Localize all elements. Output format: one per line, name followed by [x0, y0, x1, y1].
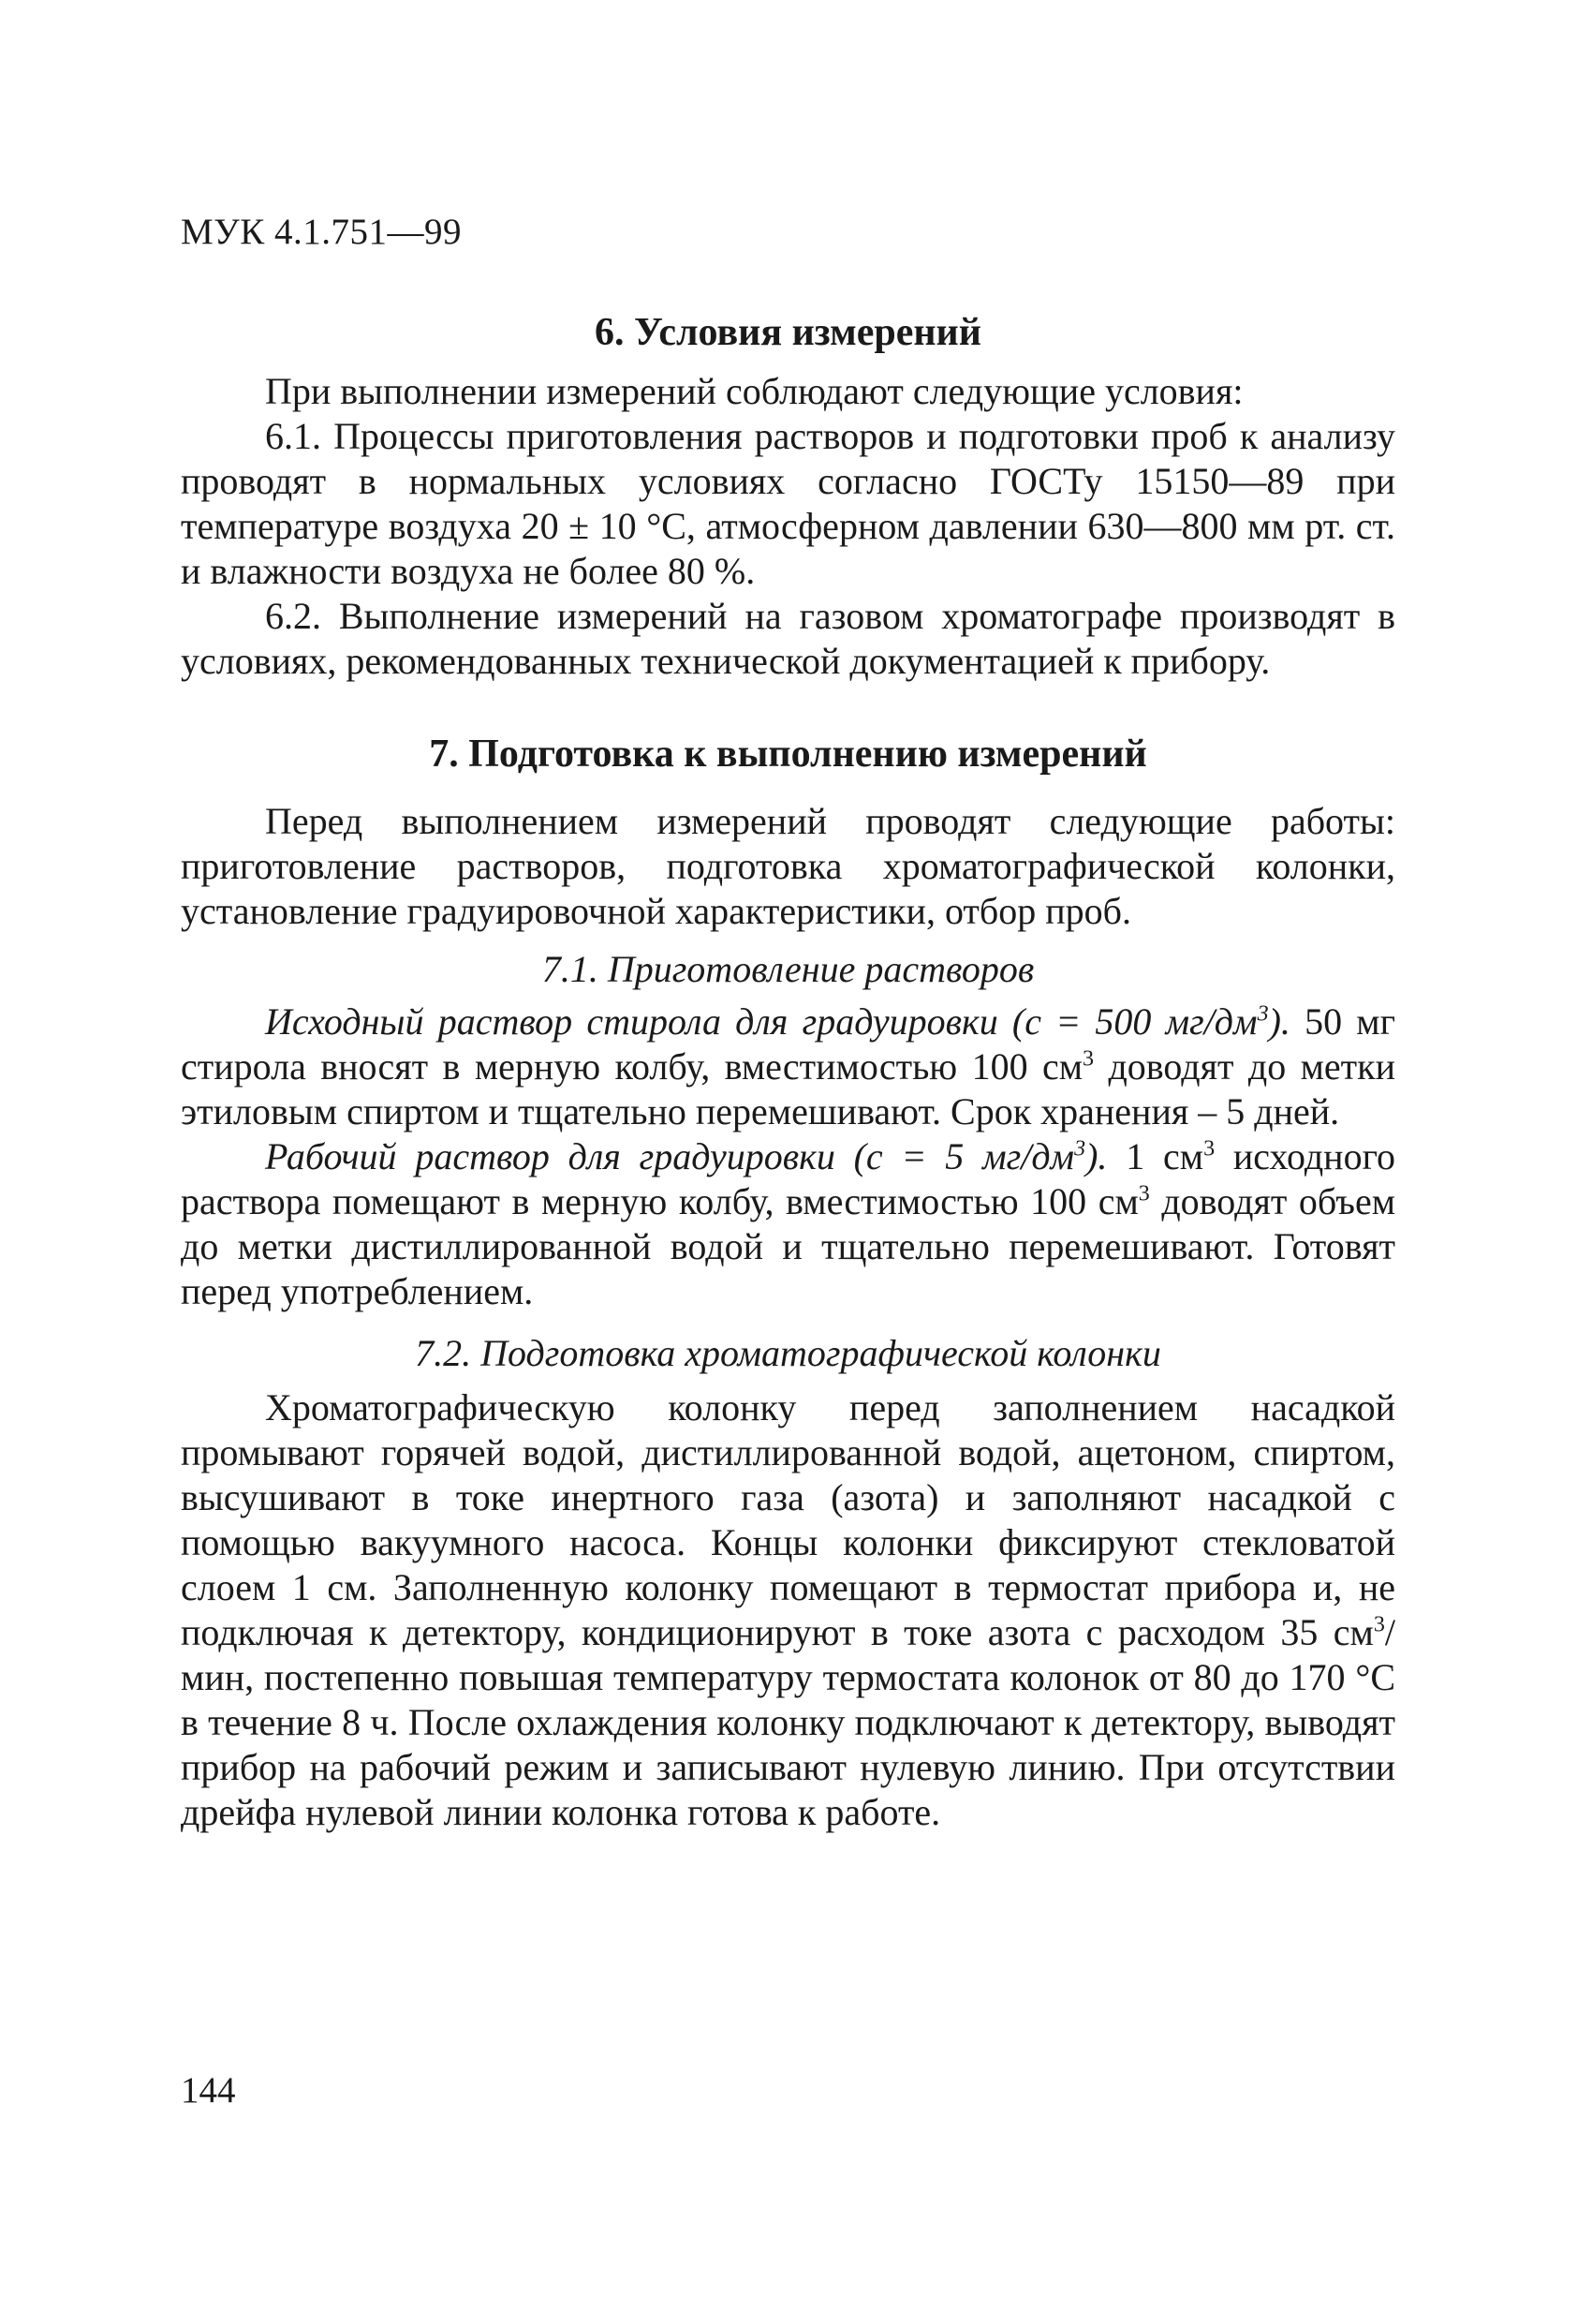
section-6-item-2: 6.2. Выполнение измерений на газовом хроматографе производят в условиях, рекомендованных технической документацией к прибору. [181, 595, 1395, 683]
section-6-item-1: 6.1. Процессы приготовления растворов и подготовки проб к анализу проводят в нормальных условиях согласно ГОСТу 15150—89 при температуре воздуха 20 ± 10 °С, атмосферном давлении 630—800 мм рт. ст. и влажности воздуха не более 80 %. [181, 415, 1395, 593]
running-head: МУК 4.1.751—99 [181, 212, 463, 252]
stock-solution-label: Исходный раствор стирола для градуировки (с = 500 $мг/дм^3$). [265, 999, 1290, 1043]
section-7-intro: Перед выполнением измерений проводят следующие работы: приготовление растворов, подготовка хроматографической колонки, установление градуировочной характеристики, отбор проб. [181, 799, 1395, 932]
page-content [181, 309, 1395, 1835]
subsection-7-1-title: 7.1. Приготовление растворов [541, 947, 1035, 990]
section-6-title: 6. Условия измерений [595, 311, 981, 354]
subsection-7-2-title: 7.2. Подготовка хроматографической колонки [415, 1331, 1161, 1374]
working-solution-label: Рабочий раствор для градуировки (с = 5 $мг/дм^3$). [265, 1134, 1108, 1177]
section-7-title: 7. Подготовка к выполнению измерений [429, 733, 1147, 777]
page-number: 144 [181, 2070, 236, 2110]
column-preparation-paragraph: Хроматографическую колонку перед заполнением насадкой промывают горячей водой, дистиллированной водой, ацетоном, спиртом, высушивают в токе инертного газа (азота) и заполняют насадкой с помощью вакуумного насоса. Концы колонки фиксируют стекловатой слоем 1 см. Заполненную колонку помещают в термостат прибора и, не подключая к детектору, кондиционируют в токе азота с расходом 35 $см^3$/мин, постепенно повышая температуру термостата колонок от 80 до 170 °С в течение 8 ч. После охлаждения колонку подключают к детектору, выводят прибор на рабочий режим и записывают нулевую линию. При отсутствии дрейфа нулевой линии колонка готова к работе. [181, 1385, 1395, 1833]
section-6-intro: При выполнении измерений соблюдают следующие условия: [265, 370, 1244, 413]
working-solution-paragraph: Рабочий раствор для градуировки (с = 5 $мг/дм^3$). 1 $см^3$ исходного раствора помещают в мерную колбу, вместимостью 100 $см^3$ доводят объем до метки дистиллированной водой и тщательно перемешивают. Готовят перед употреблением. [181, 1134, 1396, 1312]
stock-solution-paragraph: Исходный раствор стирола для градуировки (с = 500 $мг/дм^3$). 50 мг стирола вносят в мерную колбу, вместимостью 100 $см^3$ доводят до метки этиловым спиртом и тщательно перемешивают. Срок хранения – 5 дней. [181, 999, 1396, 1132]
